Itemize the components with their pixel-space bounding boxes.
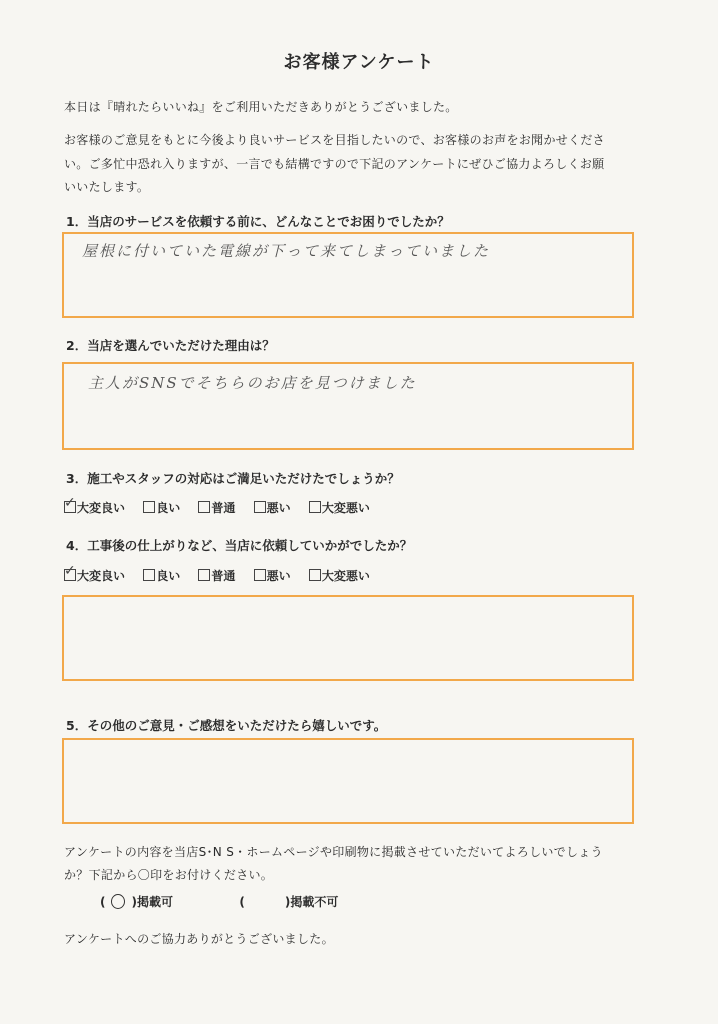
question-5-answer-box[interactable] [62,738,634,824]
q4-option-bad[interactable]: 悪い [254,567,291,584]
publish-options [100,893,338,910]
q3-option-normal[interactable]: 普通 [198,499,235,516]
checkbox-checked-icon[interactable] [64,501,76,513]
checkbox-icon[interactable] [198,501,210,513]
circle-mark-icon [111,894,125,909]
q4-option-normal[interactable]: 普通 [198,567,235,584]
question-2-answer: 主人がSNSでそちらのお店を見つけました [88,374,417,392]
closing-message: アンケートへのご協力ありがとうございました。 [64,932,334,946]
publish-question-line-2: か？下記から〇印をお付けください。 [64,868,274,882]
page-title: お客様アンケート [283,52,435,73]
question-2-label: 2．当店を選んでいただけた理由は？ [66,338,275,353]
checkbox-icon[interactable] [254,501,266,513]
question-1-answer: 屋根に付いていた電線が下って来てしまっていました [82,242,491,260]
q4-option-very-bad[interactable]: 大変悪い [309,567,370,584]
checkbox-icon[interactable] [143,569,155,581]
checkbox-icon[interactable] [309,569,321,581]
intro-line-3: い。ご多忙中恐れ入りますが、一言でも結構ですので下記のアンケートにぜひご協力よろしくお願 [64,157,605,171]
q3-option-very-bad[interactable]: 大変悪い [309,499,370,516]
question-4-options [64,567,384,584]
intro-line-1: 本日は『晴れたらいいね』をご利用いただきありがとうございました。 [64,100,458,114]
q3-option-bad[interactable]: 悪い [254,499,291,516]
checkbox-icon[interactable] [143,501,155,513]
publish-question-line-1: アンケートの内容を当店S･N S・ホームページや印刷物に掲載させていただいてよろしいでしょう [64,845,603,859]
checkbox-icon[interactable] [254,569,266,581]
q4-option-very-good[interactable]: ✓大変良い [64,567,125,584]
q4-option-good[interactable]: 良い [143,567,180,584]
question-2-answer-box[interactable] [62,362,634,450]
q3-option-good[interactable]: 良い [143,499,180,516]
question-5-label: 5．その他のご意見・ご感想をいただけたら嬉しいです。 [66,718,387,733]
question-1-label: 1．当店のサービスを依頼する前に、どんなことでお困りでしたか？ [66,214,450,229]
publish-deny-option[interactable]: ( )掲載不可 [239,895,339,909]
question-3-label: 3．施工やスタッフの対応はご満足いただけたでしょうか？ [66,471,400,486]
intro-line-2: お客様のご意見をもとに今後より良いサービスを目指したいので、お客様のお声をお聞かせくださ [64,133,605,147]
checkbox-checked-icon[interactable] [64,569,76,581]
checkbox-icon[interactable] [309,501,321,513]
question-4-label: 4．工事後の仕上がりなど、当店に依頼していかがでしたか？ [66,538,413,553]
q3-option-very-good[interactable]: ✓大変良い [64,499,125,516]
question-1-answer-box[interactable] [62,232,634,318]
intro-line-4: いいたします。 [64,180,150,194]
question-3-options [64,499,384,516]
publish-allow-option[interactable]: ( )掲載可 [100,895,173,909]
question-4-answer-box[interactable] [62,595,634,681]
checkbox-icon[interactable] [198,569,210,581]
